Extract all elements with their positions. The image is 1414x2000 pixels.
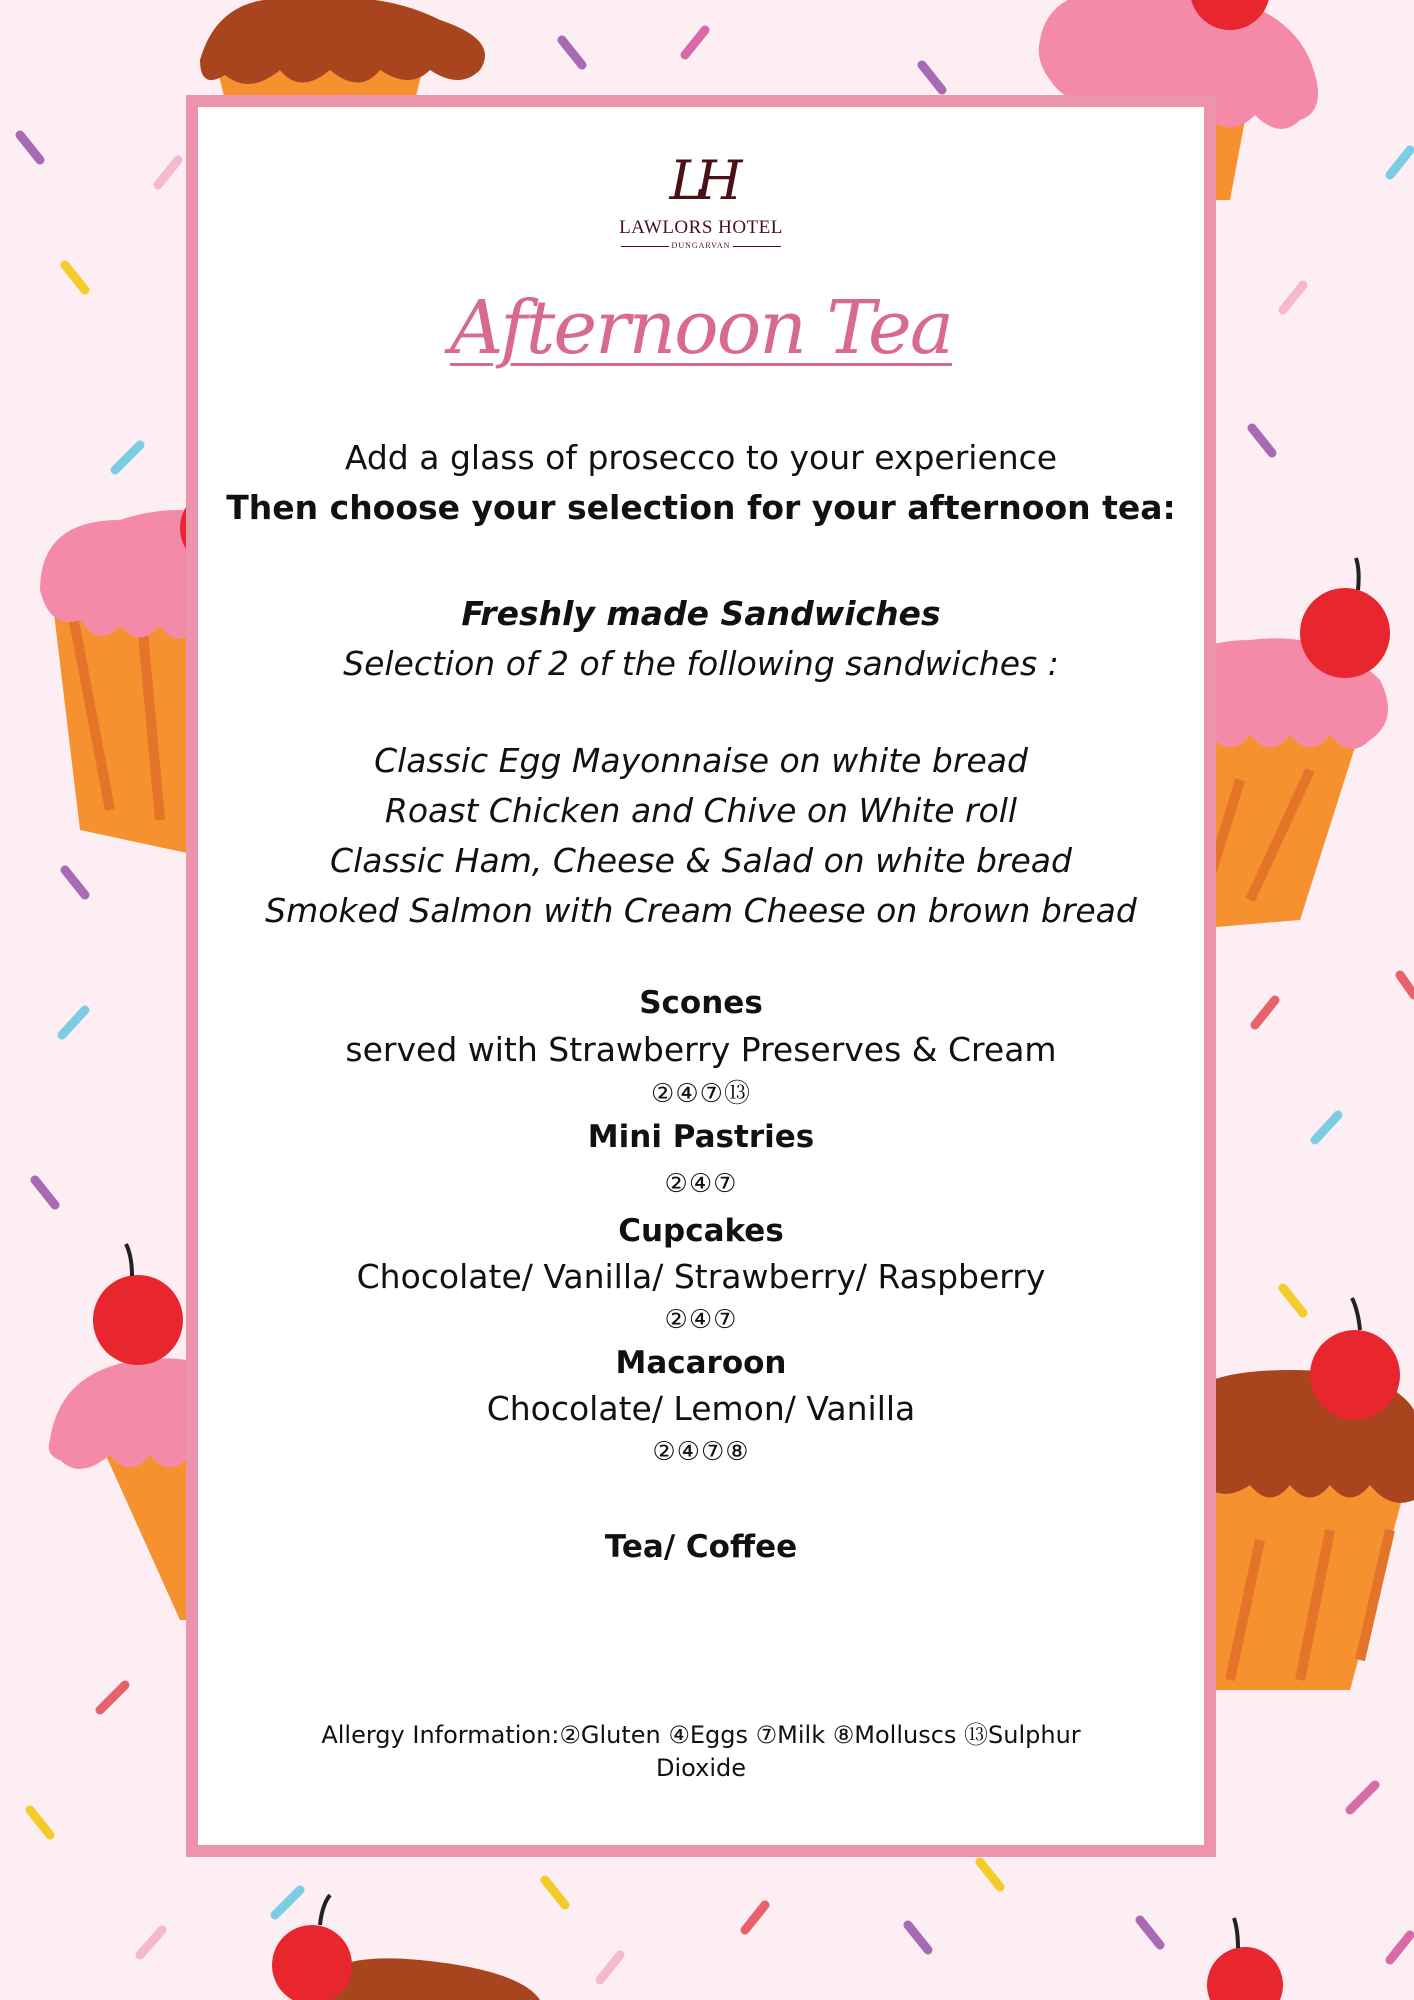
sandwich-item: Classic Ham, Cheese & Salad on white bread [330, 841, 1072, 880]
section-heading-scones: Scones [639, 985, 763, 1021]
hotel-logo [198, 149, 1204, 250]
drinks-heading: Tea/ Coffee [604, 1529, 798, 1565]
allergen-codes-macaroon: ②④⑦⑧ [652, 1437, 750, 1467]
sandwich-item: Classic Egg Mayonnaise on white bread [374, 741, 1028, 780]
spacer [198, 689, 1204, 736]
allergy-text: Allergy Information:②Gluten ④Eggs ⑦Milk ⑧Molluscs ⑬Sulphur Dioxide [321, 1721, 1081, 1782]
section-heading-cupcakes: Cupcakes [618, 1213, 784, 1249]
spacer [198, 1472, 1204, 1524]
sandwiches-subheading: Selection of 2 of the following sandwiches : [343, 644, 1059, 683]
hotel-name: LAWLORS HOTEL [619, 217, 783, 238]
section-heading-macaroon: Macaroon [615, 1345, 787, 1381]
section-description-scones: served with Strawberry Preserves & Cream [345, 1030, 1057, 1069]
intro-line: Add a glass of prosecco to your experience [344, 438, 1058, 477]
allergy-information [198, 1719, 1204, 1785]
allergen-codes-mini-pastries: ②④⑦ [664, 1169, 738, 1199]
allergen-codes-scones: ②④⑦⑬ [651, 1079, 751, 1109]
spacer [198, 936, 1204, 980]
hotel-location-row [198, 241, 1204, 250]
allergen-codes-cupcakes: ②④⑦ [664, 1305, 738, 1335]
hotel-location: DUNGARVAN [671, 241, 731, 250]
section-description-cupcakes: Chocolate/ Vanilla/ Strawberry/ Raspberry [356, 1257, 1046, 1296]
intro-instruction: Then choose your selection for your afternoon tea: [226, 488, 1176, 527]
menu-content [198, 433, 1204, 1570]
sandwich-item: Roast Chicken and Chive on White roll [384, 791, 1018, 830]
section-description-macaroon: Chocolate/ Lemon/ Vanilla [486, 1389, 916, 1428]
cupcake-bottom [272, 1895, 1283, 2000]
page-title: Afternoon Tea [450, 285, 952, 371]
logo-monogram: LH [669, 149, 733, 212]
spacer [198, 533, 1204, 589]
section-heading-mini-pastries: Mini Pastries [587, 1119, 815, 1155]
menu-card [186, 95, 1216, 1857]
sandwiches-heading: Freshly made Sandwiches [461, 594, 941, 633]
sandwich-item: Smoked Salmon with Cream Cheese on brown bread [265, 891, 1137, 930]
